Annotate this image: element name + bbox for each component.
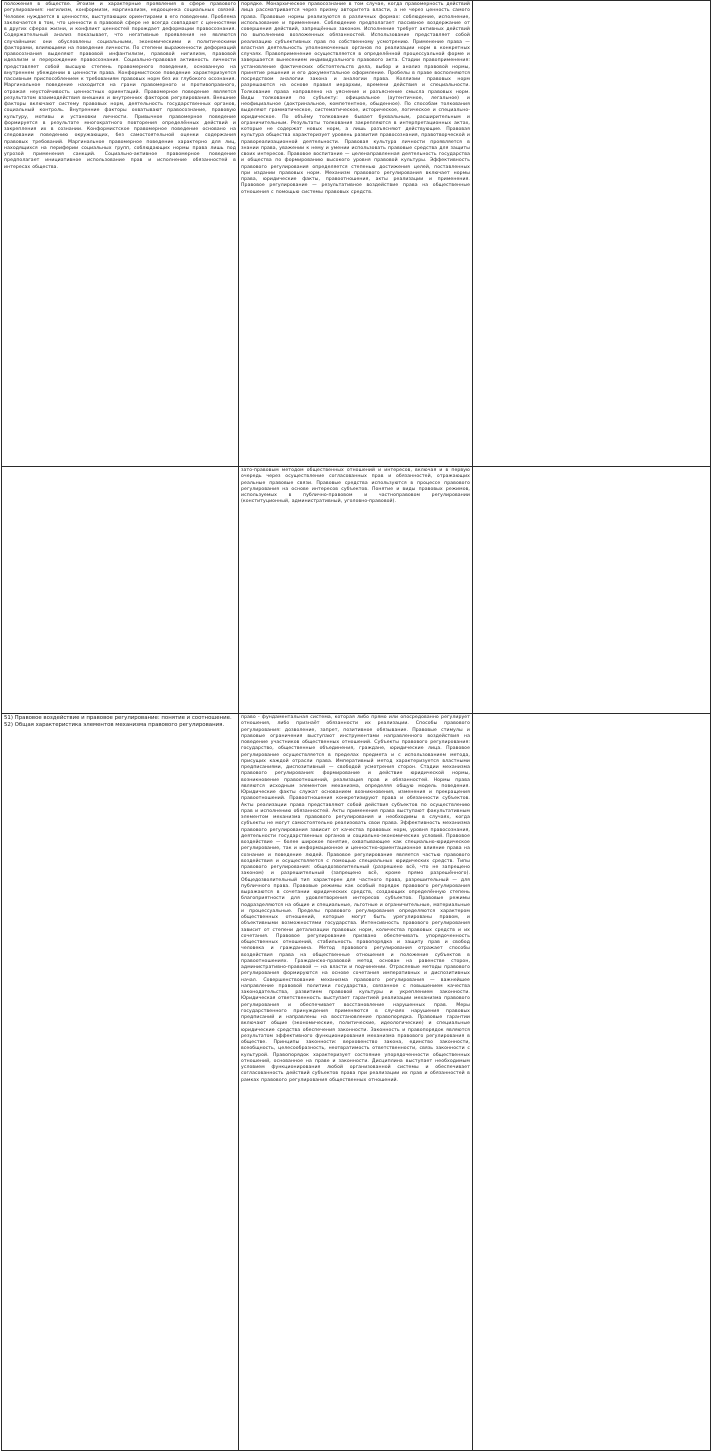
table-row — [2, 467, 711, 714]
row2-answer-cell — [239, 467, 473, 714]
row1-answer-cell — [239, 1, 473, 467]
question-heading-52: 52) Общая характеристика элементов механизма правового регулирования. — [4, 721, 225, 728]
row2-answer-text: зато-правовым методом общественных отношений и интересов, включая и в первую очередь через осуществление согласованных прав и обязанностей, отражающих реальные правовые связи. Правовые средства используются в процессе правового регулирования на основе интересов субъектов. Понятие и виды правовых режимов, используемых в публично-правовом и частноправовом регулировании (конституционный, административный, уголовно-правовой). — [241, 468, 470, 505]
table-row — [2, 1, 711, 467]
row1-empty-cell — [473, 1, 711, 467]
row3-question-cell — [2, 714, 239, 1451]
row3-empty-cell — [473, 714, 711, 1451]
row3-answer-text: право - фундаментальная система, которая либо прямо или опосредованно регулирует отношения, либо признаёт обязанности их реализации. Способы правового регулирования: дозволение, запрет, позитивное обязывание. Правовые стимулы и правовые ограничения выступают инструментами направленного воздействия на поведение участников общественных отношений. Субъекты правового регулирования: государство, общественные объединения, граждане, юридические лица. Правовое регулирование осуществляется в пределах предмета и с использованием метода, присущих каждой отрасли права. Императивный метод характеризуется властными предписаниями, диспозитивный — свободой усмотрения сторон. Стадии механизма правового регулирования: формирование и действие юридической нормы, возникновение правоотношений, реализация прав и обязанностей. Нормы права являются исходным элементом механизма, определяя общую модель поведения. Юридические факты служат основанием возникновения, изменения и прекращения правоотношений. Правоотношения конкретизируют права и обязанности субъектов. Акты реализации права представляют собой действия субъектов по осуществлению прав и исполнению обязанностей. Акты применения права выступают факультативным элементом механизма правового регулирования и необходимы в случаях, когда субъекты не могут самостоятельно реализовать свои права. Эффективность механизма правового регулирования зависит от качества правовых норм, уровня правосознания, деятельности государственных органов и социально-экономических условий. Правовое воздействие — более широкое понятие, охватывающее как специально-юридическое регулирование, так и информационное и ценностно-ориентационное влияние права на сознание и поведение людей. Правовое регулирование является частью правового воздействия и осуществляется с помощью специальных юридических средств. Типы правового регулирования: общедозволительный (разрешено всё, что не запрещено законом) и разрешительный (запрещено всё, кроме прямо разрешённого). Общедозволительный тип характерен для частного права, разрешительный — для публичного права. Правовые режимы как особый порядок правового регулирования выражаются в сочетании юридических средств, создающих определённую степень благоприятности для удовлетворения интересов субъектов. Правовые режимы подразделяются на общие и специальные, льготные и ограничительные, материальные и процессуальные. Пределы правового регулирования определяются характером общественных отношений, которые могут быть урегулированы правом, и объективными возможностями государства. Интенсивность правового регулирования зависит от степени детализации правовых норм, количества правовых средств и их сочетания. Правовое регулирование призвано обеспечивать упорядоченность общественных отношений, стабильность правопорядка и защиту прав и свобод человека и гражданина. Метод правового регулирования отражает способы воздействия права на общественные отношения и положение субъектов в правоотношениях. Гражданско-правовой метод основан на равенстве сторон, административно-правовой — на власти и подчинении. Отраслевые методы правового регулирования формируются на основе сочетания императивных и диспозитивных начал. Совершенствование механизма правового регулирования — важнейшее направление правовой политики государства, связанное с повышением качества законодательства, развитием правовой культуры и укреплением законности. Юридическая ответственность выступает гарантией реализации механизма правового регулирования и обеспечивает восстановление нарушенных прав. Меры государственного принуждения применяются в случаях нарушения правовых предписаний и направлены на восстановление правопорядка. Правовые гарантии включают общие (экономические, политические, идеологические) и специальные юридические средства обеспечения законности. Законность и правопорядок являются результатом эффективного функционирования механизма правового регулирования в обществе. Принципы законности: верховенство закона, единство законности, всеобщность, целесообразность, неотвратимость ответственности, связь законности с культурой. Правопорядок характеризует состояние упорядоченности общественных отношений, основанное на праве и законности. Дисциплина выступает необходимым условием функционирования любой организованной системы и обеспечивает согласованность действий субъектов права при реализации их прав и обязанностей в рамках правового регулирования общественных отношений. — [241, 715, 470, 1083]
row2-empty-cell — [473, 467, 711, 714]
row3-answer-cell — [239, 714, 473, 1451]
question-heading-51: 51) Правовое воздействие и правовое регулирование: понятие и соотношение. — [4, 715, 232, 721]
notes-table — [1, 0, 711, 1451]
row1-question-text: положения в обществе. Эгоизм и характерные проявления в сфере правового регулирования: нигилизм, конформизм, маргинализм, недооценка социальных связей. Человек нуждается в ценностях, выступающих ориентирами в его поведении. Проблема заключается в том, что ценности в правовой сфере не всегда совпадают с ценностями в других сферах жизни, и конфликт ценностей порождает деформации правосознания. Содержательный анализ показывает, что негативные проявления не являются случайными: они обусловлены социальными, экономическими и политическими факторами, влияющими на поведение личности. По степени выраженности деформаций правосознания выделяют правовой инфантилизм, правовой нигилизм, правовой идеализм и перерождение правосознания. Социально-правовая активность личности представляет собой высшую степень правомерного поведения, основанную на внутреннем убеждении в ценности права. Конформистское поведение характеризуется пассивным приспособлением к требованиям правовых норм без их глубокого осознания. Маргинальное поведение находится на грани правомерного и противоправного, отражая неустойчивость ценностных ориентаций. Правомерное поведение является результатом взаимодействия внешних и внутренних факторов регулирования. Внешние факторы включают систему правовых норм, деятельность государственных органов, социальный контроль. Внутренние факторы охватывают правосознание, правовую культуру, мотивы и установки личности. Привычное правомерное поведение формируется в результате многократного повторения определённых действий и закрепления их в сознании. Конформистское правомерное поведение основано на следовании поведению окружающих, без самостоятельной оценки содержания правовых требований. Маргинальное правомерное поведение характерно для лиц, находящихся на периферии социальных групп, соблюдающих нормы права лишь под угрозой применения санкций. Социально-активное правомерное поведение предполагает инициативное использование прав и исполнение обязанностей в интересах общества. — [4, 2, 236, 170]
row1-answer-text: порядке. Монархическое правосознание в том случае, когда правомерность действий лица рассматривается через призму авторитета власти, а не через ценность самого права. Правовые нормы реализуются в различных формах: соблюдение, исполнение, использование и применение. Соблюдение предполагает пассивное воздержание от совершения действий, запрещённых законом. Исполнение требует активных действий по выполнению возложенных обязанностей. Использование представляет собой реализацию субъективных прав по собственному усмотрению. Применение права — властная деятельность уполномоченных органов по реализации норм в конкретных случаях. Правоприменение осуществляется в определённой процессуальной форме и завершается вынесением индивидуального правового акта. Стадии правоприменения: установление фактических обстоятельств дела, выбор и анализ правовой нормы, принятие решения и его документальное оформление. Пробелы в праве восполняются посредством аналогии закона и аналогии права. Коллизии правовых норм разрешаются на основе правил иерархии, времени действия и специальности. Толкование права направлено на уяснение и разъяснение смысла правовых норм. Виды толкования по субъекту: официальное (аутентичное, легальное) и неофициальное (доктринальное, компетентное, обыденное). По способам толкования выделяют грамматическое, систематическое, историческое, логическое и специально-юридическое. По объёму толкование бывает буквальным, расширительным и ограничительным. Результаты толкования закрепляются в интерпретационных актах, которые не содержат новых норм, а лишь разъясняют действующие. Правовая культура общества характеризует уровень развития правосознания, правотворческой и правореализационной деятельности. Правовая культура личности проявляется в знании права, уважении к нему и умении использовать правовые средства для защиты своих интересов. Правовое воспитание — целенаправленная деятельность государства и общества по формированию высокого уровня правовой культуры. Эффективность правового регулирования определяется степенью достижения целей, поставленных при издании правовых норм. Механизм правового регулирования включает нормы права, юридические факты, правоотношения, акты реализации и применения. Правовое регулирование — результативное воздействие права на общественные отношения с помощью системы правовых средств. — [241, 2, 470, 195]
row1-question-cell — [2, 1, 239, 467]
table-row — [2, 714, 711, 1451]
row2-question-cell — [2, 467, 239, 714]
